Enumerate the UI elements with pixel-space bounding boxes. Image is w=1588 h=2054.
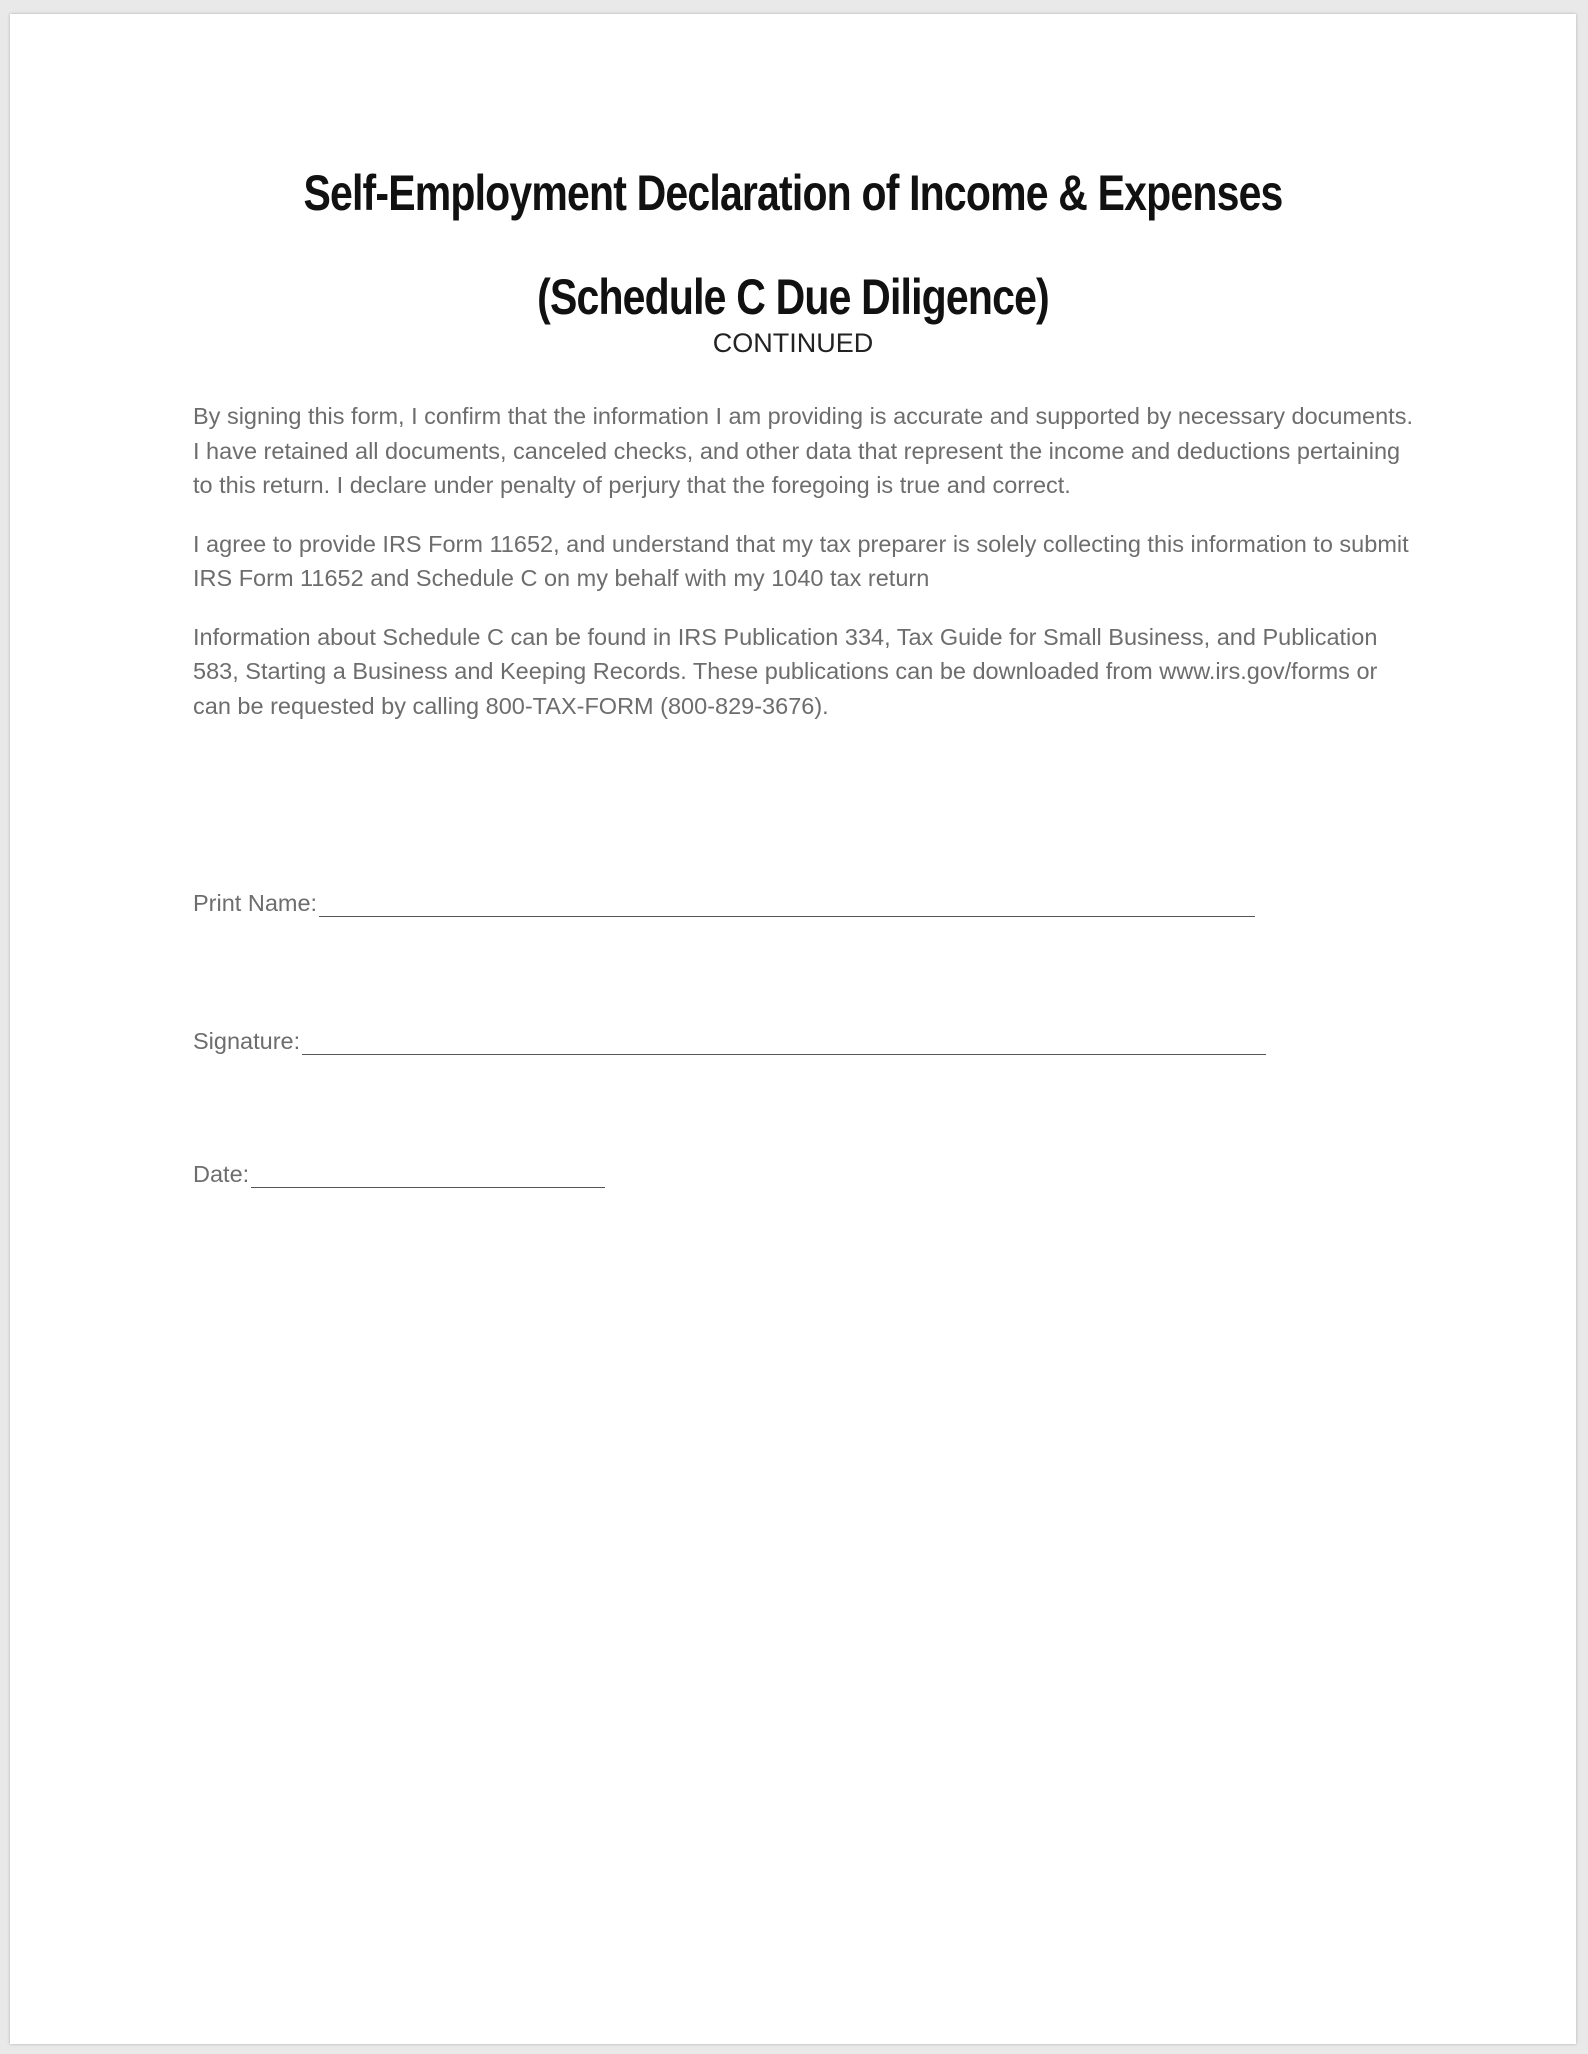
- signature-line[interactable]: [302, 1028, 1266, 1055]
- signature-label: Signature:: [193, 1028, 301, 1054]
- date-line[interactable]: [251, 1161, 605, 1188]
- date-label: Date:: [193, 1161, 250, 1187]
- signature-field: [193, 1028, 1266, 1055]
- date-field: [193, 1161, 605, 1188]
- document-title-line-2: (Schedule C Due Diligence): [537, 269, 1049, 325]
- print-name-label: Print Name:: [193, 890, 318, 916]
- print-name-field: [193, 890, 1255, 917]
- print-name-line[interactable]: [319, 890, 1255, 917]
- declaration-paragraph-1: By signing this form, I confirm that the information I am providing is accurate and supported by necessary documents. I have retained all documents, canceled checks, and other data that represent the income and deductions pertaining to this return. I declare under penalty of perjury that the foregoing is true and correct.: [193, 403, 1413, 498]
- continued-label: CONTINUED: [712, 328, 874, 358]
- document-page: [10, 14, 1576, 2044]
- declaration-paragraph-3: Information about Schedule C can be found in IRS Publication 334, Tax Guide for Small Business, and Publication 583, Starting a Business and Keeping Records. These publications can be downloaded from www.irs.gov/forms or can be requested by calling 800-TAX-FORM (800-829-3676).: [193, 623, 1378, 719]
- declaration-paragraph-2: I agree to provide IRS Form 11652, and understand that my tax preparer is solely collecting this information to submit IRS Form 11652 and Schedule C on my behalf with my 1040 tax return: [193, 530, 1409, 591]
- declaration-text: [193, 399, 1413, 747]
- document-title-line-1: Self-Employment Declaration of Income & Expenses: [303, 165, 1283, 221]
